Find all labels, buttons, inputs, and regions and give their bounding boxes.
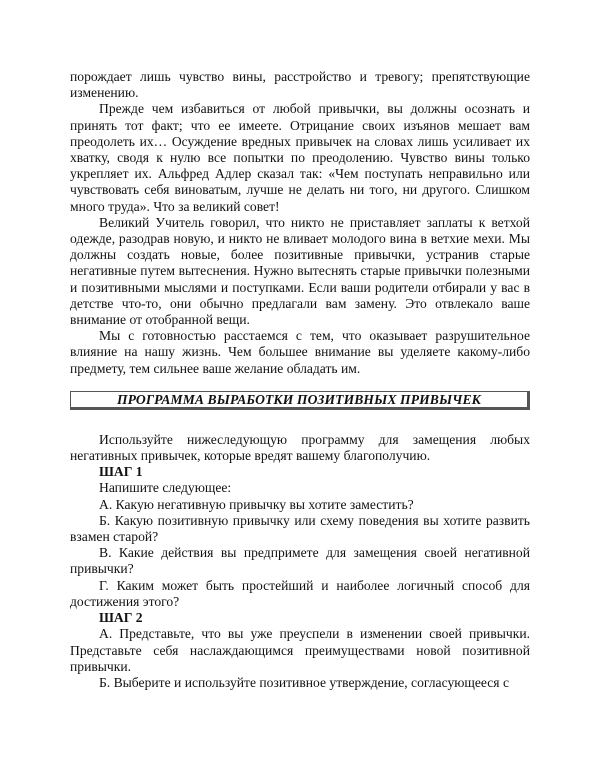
- paragraph: Великий Учитель говорил, что никто не приставляет заплаты к ветхой одежде, разодрав новую, и никто не вливает молодого вина в ветхие мехи. Мы должны создать новые, более позитивные привычки, устранив старые негативные путем вытеснения. Нужно вытеснять старые привычки полезными и позитивными мыслями и поступками. Если ваши родители отбирали у вас в детстве что-то, они обычно предлагали вам замену. Это отвлекало ваше внимание от отобранной вещи.: [70, 214, 530, 328]
- section-title-banner: ПРОГРАММА ВЫРАБОТКИ ПОЗИТИВНЫХ ПРИВЫЧЕК: [70, 391, 530, 410]
- intro-paragraph: Используйте нижеследующую программу для замещения любых негативных привычек, которые вредят вашему благополучию.: [70, 431, 530, 464]
- step-lead: Напишите следующее:: [99, 480, 232, 496]
- document-page: [70, 69, 530, 691]
- step-item: Г. Каким может быть простейший и наиболее логичный способ для достижения этого?: [70, 577, 530, 609]
- step-heading: ШАГ 1: [99, 464, 143, 480]
- step-item: Б. Выберите и используйте позитивное утверждение, согласующееся с: [99, 674, 509, 690]
- step-item: Б. Какую позитивную привычку или схему поведения вы хотите развить взамен старой?: [70, 512, 530, 545]
- step-item: А. Представьте, что вы уже преуспели в изменении своей привычки. Представьте себя наслаждающимся преимуществами новой позитивной привычки.: [70, 626, 530, 674]
- paragraph: Мы с готовностью расстаемся с тем, что оказывает разрушительное влияние на нашу жизнь. Чем большее внимание вы уделяете какому-либо предмету, тем сильнее ваше желание обладать им.: [70, 328, 530, 376]
- step-item: В. Какие действия вы предпримете для замещения своей негативной привычки?: [70, 545, 530, 577]
- paragraph: Прежде чем избавиться от любой привычки, вы должны осознать и принять тот факт; что ее имеете. Отрицание своих изъянов мешает вам преодолеть их… Осуждение вредных привычек на словах лишь усиливает их хватку, сводя к нулю все попытки по преодолению. Чувство вины только укрепляет их. Альфред Адлер сказал так: «Чем поступать неправильно или чувствовать себя виноватым, лучше не делать ни того, ни другого. Слишком много труда». Что за великий совет!: [70, 101, 530, 214]
- step-heading: ШАГ 2: [99, 610, 143, 626]
- paragraph: порождает лишь чувство вины, расстройство и тревогу; препятствующие изменению.: [70, 69, 530, 101]
- step-item: А. Какую негативную привычку вы хотите заместить?: [99, 496, 414, 512]
